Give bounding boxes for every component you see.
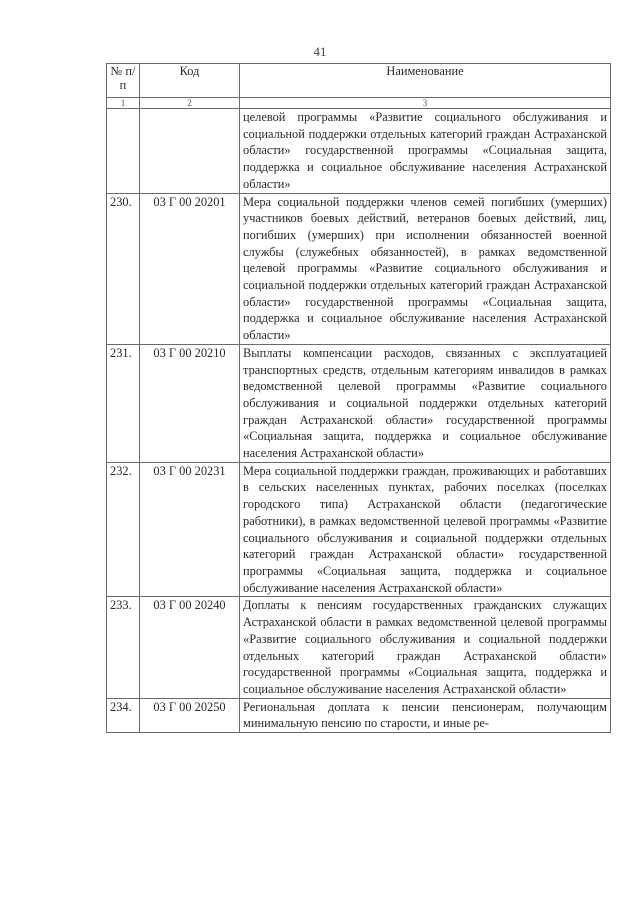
table-row bbox=[107, 193, 611, 344]
row-number bbox=[107, 109, 140, 194]
header-name: Наименование bbox=[240, 64, 611, 98]
row-number: 230. bbox=[107, 193, 140, 344]
table-row bbox=[107, 597, 611, 698]
row-name: Выплаты компенсации расходов, связанных с эксплуатацией транспортных средств, отдельным категориям инвалидов в рамках ведомственной целевой программы «Развитие социального обслуживания и социальной поддержки отдельных категорий граждан Астраханской области» государственной программы «Социальная защита, поддержка и социальное обслуживание населения Астраханской области» bbox=[240, 344, 611, 462]
row-number: 234. bbox=[107, 698, 140, 732]
budget-code-table bbox=[106, 63, 611, 733]
row-name: Доплаты к пенсиям государственных гражданских служащих Астраханской области в рамках ведомственной целевой программы «Развитие социального обслуживания и социальной поддержки отдельных категорий граждан Астраханской области» государственной программы «Социальная защита, поддержка и социальное обслуживание населения Астраханской области» bbox=[240, 597, 611, 698]
row-code bbox=[140, 109, 240, 194]
column-index-3: 3 bbox=[240, 98, 611, 109]
row-code: 03 Г 00 20210 bbox=[140, 344, 240, 462]
column-index-2: 2 bbox=[140, 98, 240, 109]
row-name: целевой программы «Развитие социального обслуживания и социальной поддержки отдельных категорий граждан Астраханской области» государственной программы «Социальная защита, поддержка и социальное обслуживание населения Астраханской области» bbox=[240, 109, 611, 194]
table-row bbox=[107, 698, 611, 732]
row-number: 233. bbox=[107, 597, 140, 698]
table-row bbox=[107, 109, 611, 194]
table-row bbox=[107, 344, 611, 462]
table-header-row bbox=[107, 64, 611, 98]
row-number: 231. bbox=[107, 344, 140, 462]
row-code: 03 Г 00 20240 bbox=[140, 597, 240, 698]
page-number: 41 bbox=[313, 44, 327, 59]
row-name: Мера социальной поддержки граждан, проживающих и работавших в сельских населенных пунктах, рабочих поселках (поселках городского типа) Астраханской области (педагогические работники), в рамках ведомственной целевой программы «Развитие социального обслуживания и социальной поддержки отдельных категорий граждан Астраханской области» государственной программы «Социальная защита, поддержка и социальное обслуживание населения Астраханской области» bbox=[240, 462, 611, 597]
row-name: Региональная доплата к пенсии пенсионерам, получающим минимальную пенсию по старости, и иные ре- bbox=[240, 698, 611, 732]
row-code: 03 Г 00 20231 bbox=[140, 462, 240, 597]
table-row bbox=[107, 462, 611, 597]
column-index-1: 1 bbox=[107, 98, 140, 109]
row-name: Мера социальной поддержки членов семей погибших (умерших) участников боевых действий, ветеранов боевых действий, лиц, погибших (умерших) при исполнении обязанностей военной службы (служебных обязанностей), в рамках ведомственной целевой программы «Развитие социального обслуживания и социальной поддержки отдельных категорий граждан Астраханской области» государственной программы «Социальная защита, поддержка и социальное обслуживание населения Астраханской области» bbox=[240, 193, 611, 344]
row-number: 232. bbox=[107, 462, 140, 597]
row-code: 03 Г 00 20250 bbox=[140, 698, 240, 732]
header-num: № п/п bbox=[107, 64, 140, 98]
column-index-row bbox=[107, 98, 611, 109]
row-code: 03 Г 00 20201 bbox=[140, 193, 240, 344]
header-code: Код bbox=[140, 64, 240, 98]
